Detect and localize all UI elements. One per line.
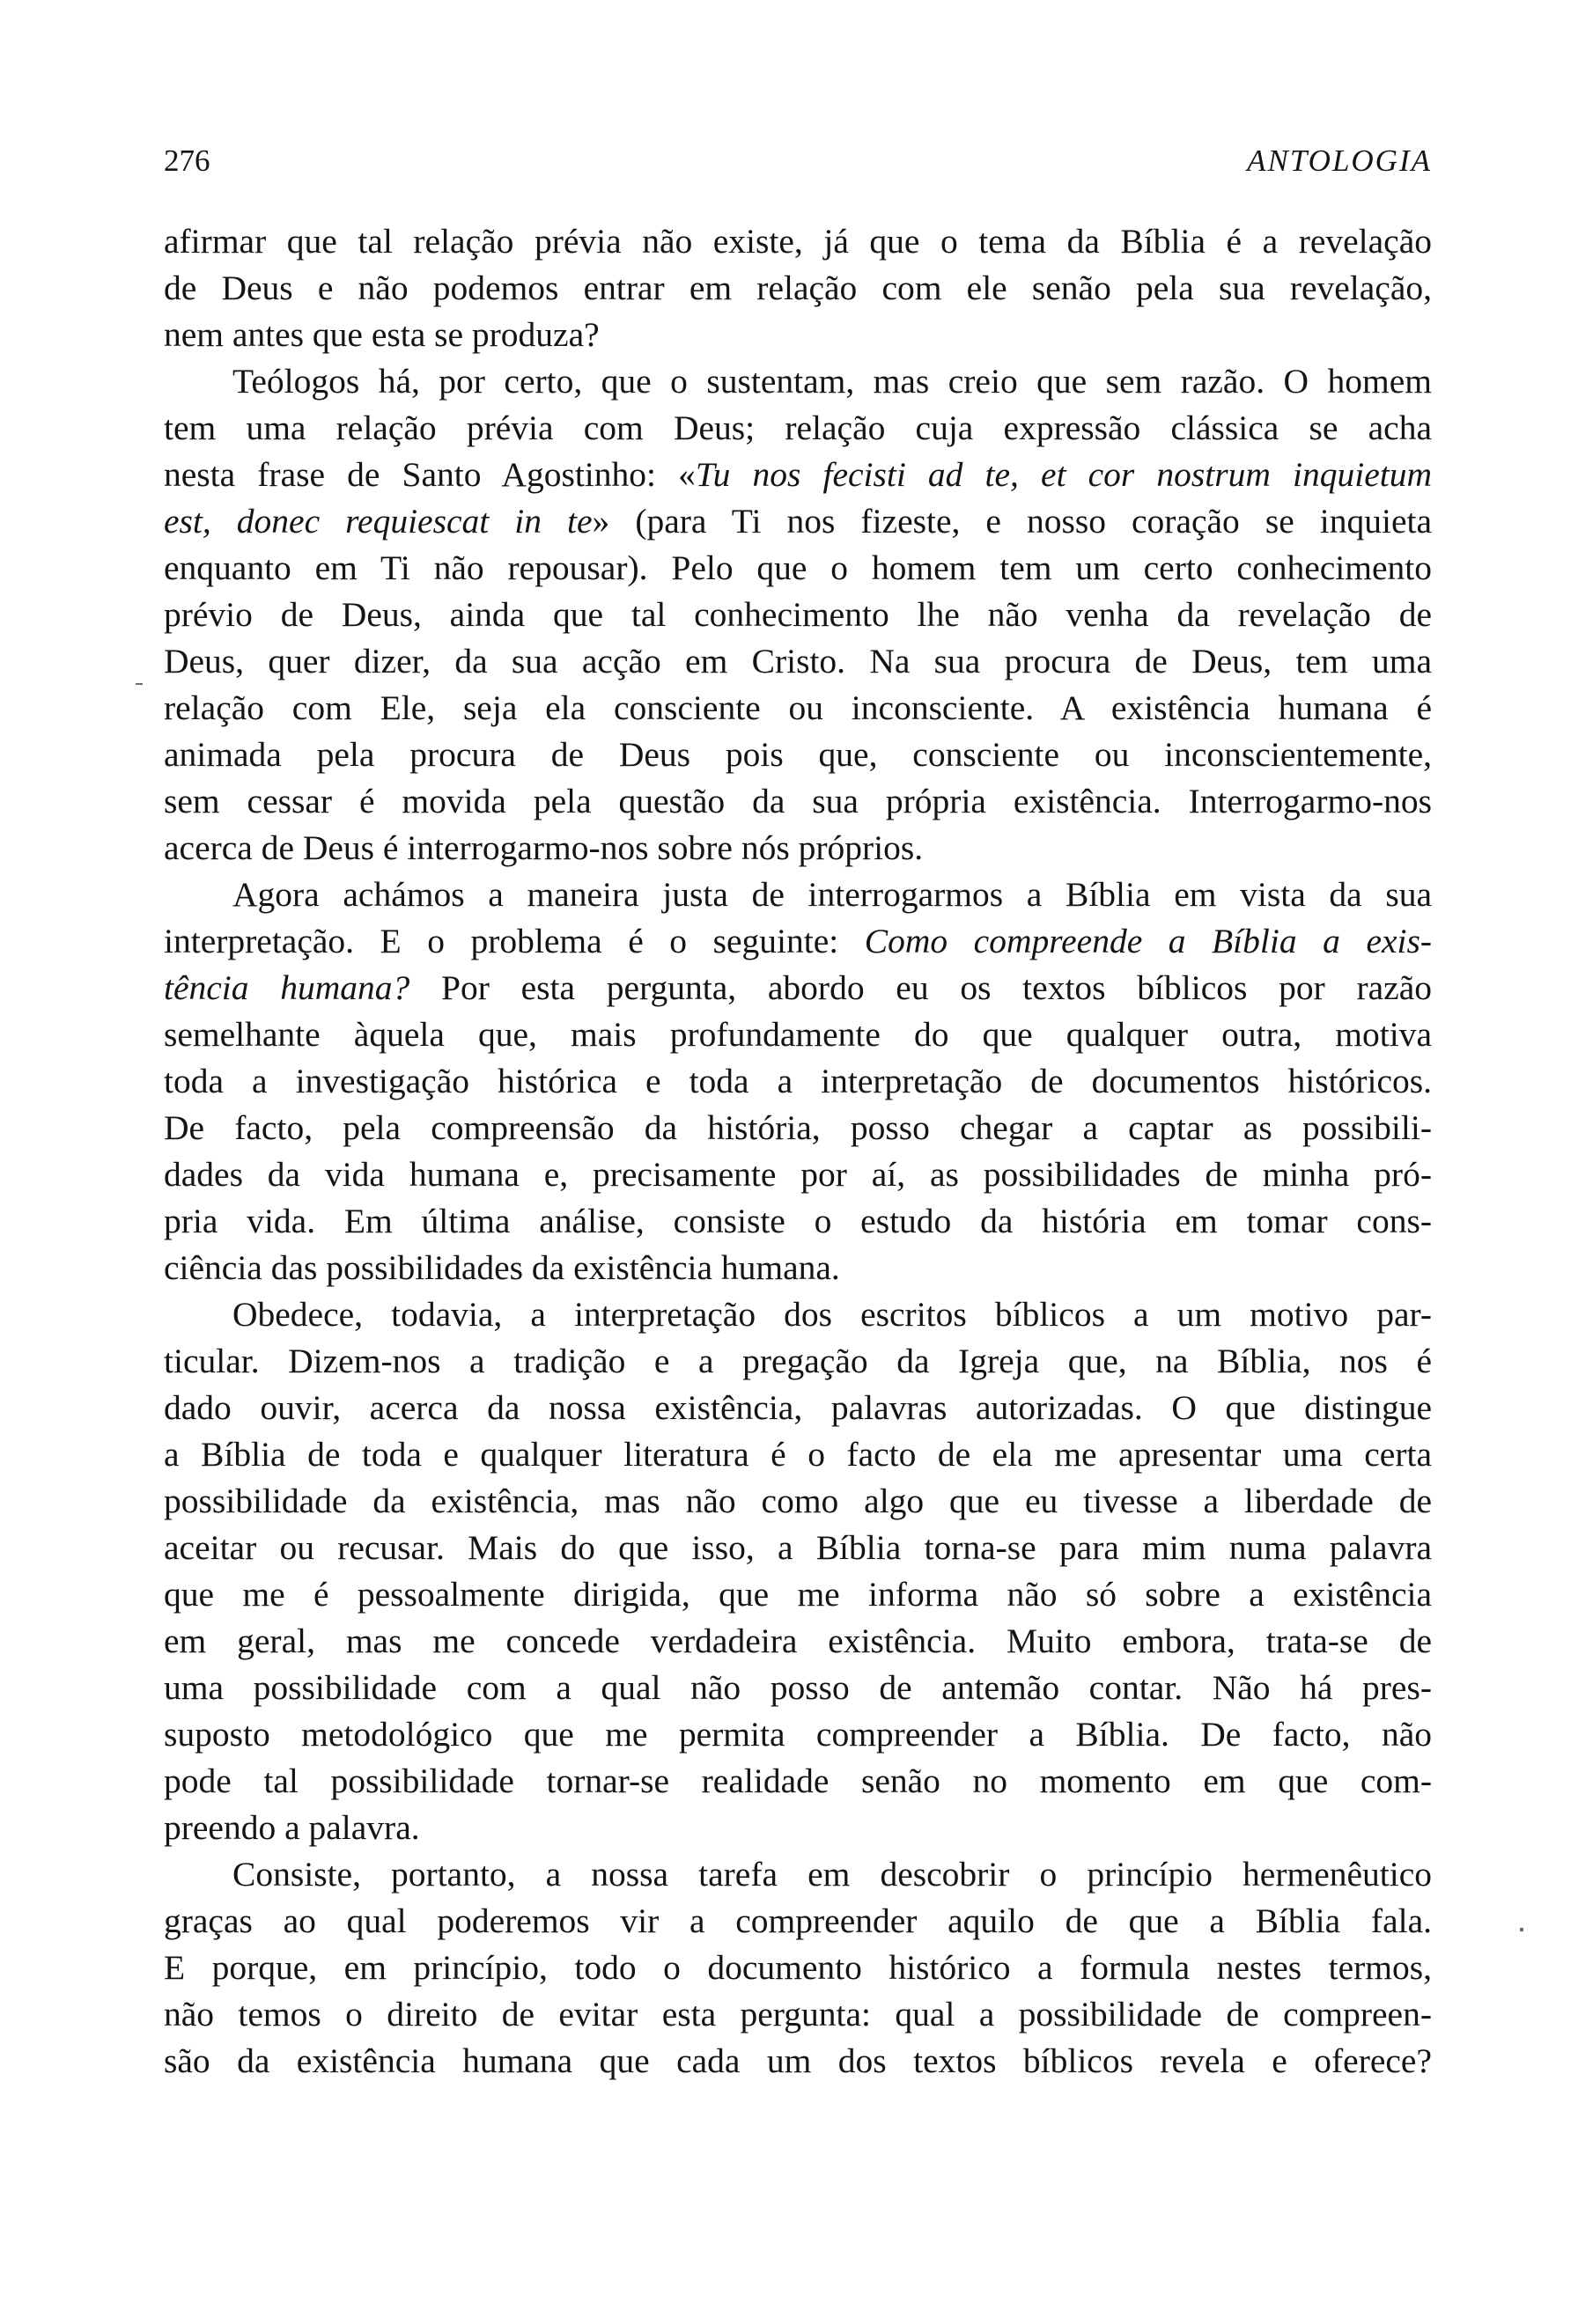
text-segment: » (para Ti nos fizeste, e nosso coração se inquieta [592, 502, 1433, 541]
text-line: uma possibilidade com a qual não posso de antemão contar. Não há pres- [164, 1668, 1432, 1707]
italic-segment: est, donec requiescat in te [164, 502, 593, 541]
text-line [164, 452, 1432, 498]
paragraph [164, 358, 1432, 872]
text-line: em geral, mas me concede verdadeira existência. Muito embora, trata-se de [164, 1622, 1432, 1660]
text-line: são da existência humana que cada um dos textos bíblicos revela e oferece? [164, 2041, 1432, 2080]
text-line: nem antes que esta se produza? [164, 315, 600, 354]
text-line: ticular. Dizem-nos a tradição e a pregação da Igreja que, na Bíblia, nos é [164, 1342, 1432, 1380]
italic-segment: Como compreende a Bíblia a exis- [864, 922, 1433, 960]
text-line: Agora achámos a maneira justa de interrogarmos a Bíblia em vista da sua [232, 875, 1432, 914]
paragraph [164, 872, 1432, 1291]
text-line: possibilidade da existência, mas não como algo que eu tivesse a liberdade de [164, 1482, 1432, 1520]
text-line: toda a investigação histórica e toda a interpretação de documentos históricos. [164, 1062, 1432, 1100]
text-line [164, 498, 1432, 545]
text-line: dado ouvir, acerca da nossa existência, palavras autorizadas. O que distingue [164, 1388, 1432, 1427]
body-text [164, 218, 1432, 2085]
text-line: dades da vida humana e, precisamente por aí, as possibilidades de minha pró- [164, 1155, 1432, 1194]
text-line: pria vida. Em última análise, consiste o estudo da história em tomar cons- [164, 1202, 1432, 1240]
text-line: graças ao qual poderemos vir a compreender aquilo de que a Bíblia fala. [164, 1901, 1432, 1940]
text-line: preendo a palavra. [164, 1808, 420, 1847]
text-segment: nesta frase de Santo Agostinho: « [164, 455, 696, 494]
text-line [164, 965, 1432, 1011]
text-line: sem cessar é movida pela questão da sua própria existência. Interrogarmo-nos [164, 782, 1432, 820]
text-line: pode tal possibilidade tornar-se realidade senão no momento em que com- [164, 1761, 1432, 1800]
page-number: 276 [164, 143, 210, 178]
text-line: prévio de Deus, ainda que tal conhecimento lhe não venha da revelação de [164, 595, 1432, 634]
text-segment: interpretação. E o problema é o seguinte: [164, 922, 865, 960]
paragraph [164, 1851, 1432, 2085]
text-line: afirmar que tal relação prévia não existe, já que o tema da Bíblia é a revelação [164, 222, 1432, 261]
text-line: que me é pessoalmente dirigida, que me informa não só sobre a existência [164, 1575, 1432, 1614]
text-line: de Deus e não podemos entrar em relação com ele senão pela sua revelação, [164, 268, 1432, 307]
text-line: Deus, quer dizer, da sua acção em Cristo. Na sua procura de Deus, tem uma [164, 642, 1432, 680]
text-line: suposto metodológico que me permita compreender a Bíblia. De facto, não [164, 1715, 1432, 1754]
scan-speck [1520, 1928, 1523, 1931]
text-line: ciência das possibilidades da existência humana. [164, 1248, 840, 1287]
text-line: enquanto em Ti não repousar). Pelo que o homem tem um certo conhecimento [164, 548, 1432, 587]
text-line: semelhante àquela que, mais profundamente do que qualquer outra, motiva [164, 1015, 1432, 1054]
paragraph [164, 1291, 1432, 1851]
text-line: De facto, pela compreensão da história, posso chegar a captar as possibili- [164, 1108, 1432, 1147]
text-segment: Por esta pergunta, abordo eu os textos bíblicos por razão [409, 968, 1432, 1007]
text-line: tem uma relação prévia com Deus; relação cuja expressão clássica se acha [164, 408, 1432, 447]
text-line: E porque, em princípio, todo o documento histórico a formula nestes termos, [164, 1948, 1432, 1987]
italic-segment: tência humana? [164, 968, 410, 1007]
page-header [164, 139, 1432, 183]
text-line [164, 918, 1432, 965]
text-line: não temos o direito de evitar esta pergunta: qual a possibilidade de compreen- [164, 1995, 1432, 2034]
scan-speck [136, 683, 143, 685]
paragraph [164, 218, 1432, 358]
text-line: a Bíblia de toda e qualquer literatura é o facto de ela me apresentar uma certa [164, 1435, 1432, 1474]
text-line: animada pela procura de Deus pois que, consciente ou inconscientemente, [164, 735, 1432, 774]
text-line: Obedece, todavia, a interpretação dos escritos bíblicos a um motivo par- [232, 1295, 1432, 1334]
italic-segment: Tu nos fecisti ad te, et cor nostrum inquietum [695, 455, 1432, 494]
text-line: relação com Ele, seja ela consciente ou inconsciente. A existência humana é [164, 688, 1432, 727]
running-title: ANTOLOGIA [1247, 143, 1432, 178]
text-line: acerca de Deus é interrogarmo-nos sobre nós próprios. [164, 828, 924, 867]
text-line: aceitar ou recusar. Mais do que isso, a Bíblia torna-se para mim numa palavra [164, 1528, 1432, 1567]
text-line: Teólogos há, por certo, que o sustentam, mas creio que sem razão. O homem [232, 362, 1432, 401]
text-line: Consiste, portanto, a nossa tarefa em descobrir o princípio hermenêutico [232, 1855, 1432, 1894]
